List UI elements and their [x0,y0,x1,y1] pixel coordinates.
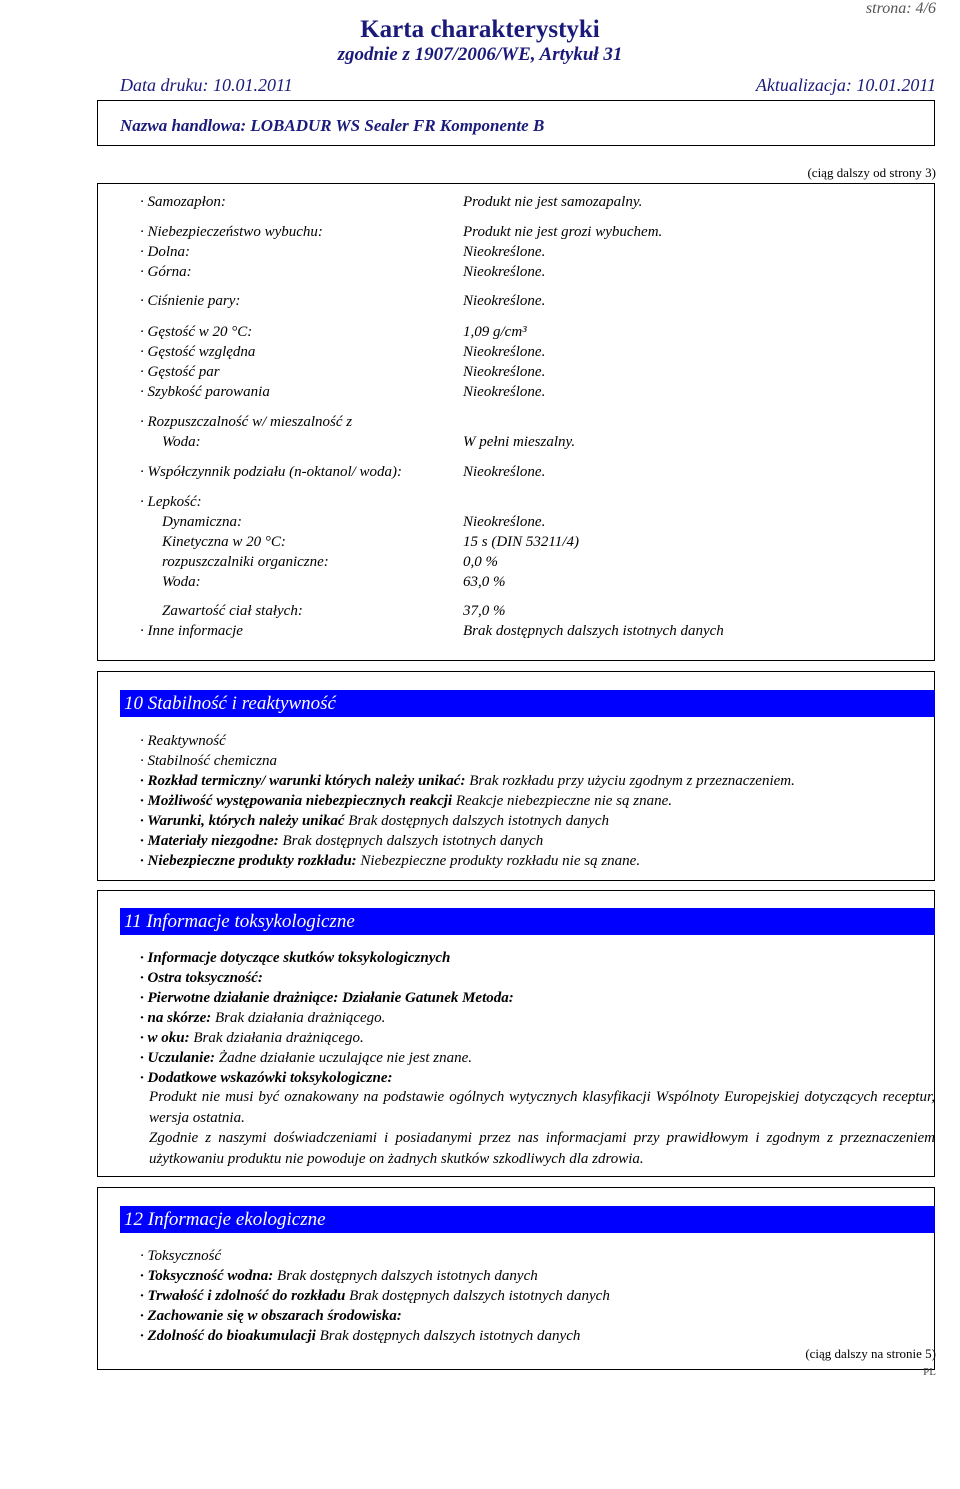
trade-name-box [97,100,935,146]
section-10-title: 10 Stabilność i reaktywność [120,690,935,717]
s12-zachowanie: · Zachowanie się w obszarach środowiska: [140,1308,402,1324]
s10-materialy: · Materiały niezgodne: Brak dostępnych dalszych istotnych danych [140,833,544,849]
s11-info: · Informacje dotyczące skutków toksykologicznych [140,950,451,966]
s11-oko: · w oku: Brak działania drażniącego. [140,1030,364,1046]
s11-ostra: · Ostra toksyczność: [140,970,263,986]
s10-reaktywnosc: · Reaktywność [140,733,226,749]
document-subtitle: zgodnie z 1907/2006/WE, Artykuł 31 [337,44,623,65]
print-date: Data druku: 10.01.2011 [120,75,293,95]
s10-warunki: · Warunki, których należy unikać Brak dostępnych dalszych istotnych danych [140,813,609,829]
s10-mozliwosc: · Możliwość występowania niebezpiecznych reakcji Reakcje niebezpieczne nie są znane. [140,793,672,809]
s11-paragraph-1: Produkt nie musi być oznakowany na podstawie ogólnych wytycznych klasyfikacji Wspólnoty Europejskiej dotyczących receptur, wersja ostatnia. [149,1089,935,1126]
s11-skora: · na skórze: Brak działania drażniącego. [140,1010,386,1026]
document-title: Karta charakterystyki [360,16,600,43]
s11-pierwotne: · Pierwotne działanie drażniące: Działanie Gatunek Metoda: [140,990,514,1006]
language-code: PL [923,1366,936,1378]
s10-rozklad: · Rozkład termiczny/ warunki których należy unikać: Brak rozkładu przy użyciu zgodnym z przeznaczeniem. [140,773,795,789]
s12-bioakumulacja: · Zdolność do bioakumulacji Brak dostępnych dalszych istotnych danych [140,1328,581,1344]
section-12-title: 12 Informacje ekologiczne [120,1206,935,1233]
s12-toksycznosc: · Toksyczność [140,1248,222,1264]
section-11-title: 11 Informacje toksykologiczne [120,908,935,935]
s12-wodna: · Toksyczność wodna: Brak dostępnych dalszych istotnych danych [140,1268,538,1284]
s12-trwalosc: · Trwałość i zdolność do rozkładu Brak dostępnych dalszych istotnych danych [140,1288,610,1304]
s10-produkty: · Niebezpieczne produkty rozkładu: Niebezpieczne produkty rozkładu nie są znane. [140,853,641,869]
page-number: strona: 4/6 [865,0,936,17]
s10-stabilnosc: · Stabilność chemiczna [140,753,278,769]
continued-from: (ciąg dalszy od strony 3) [807,165,936,180]
s11-paragraph-2: Zgodnie z naszymi doświadczeniami i posiadanymi przez nas informacjami przy prawidłowym i zgodnym z przeznaczeniem użytkowaniu produktu nie powoduje on żadnych skutków szkodliwych dla zdrowia. [149,1130,935,1167]
continued-to: (ciąg dalszy na stronie 5) [805,1346,936,1361]
update-date: Aktualizacja: 10.01.2011 [755,75,936,95]
trade-name: Nazwa handlowa: LOBADUR WS Sealer FR Komponente B [120,116,545,135]
s11-dodatkowe: · Dodatkowe wskazówki toksykologiczne: [140,1070,393,1086]
s11-uczulanie: · Uczulanie: Żadne działanie uczulające nie jest znane. [140,1050,473,1066]
